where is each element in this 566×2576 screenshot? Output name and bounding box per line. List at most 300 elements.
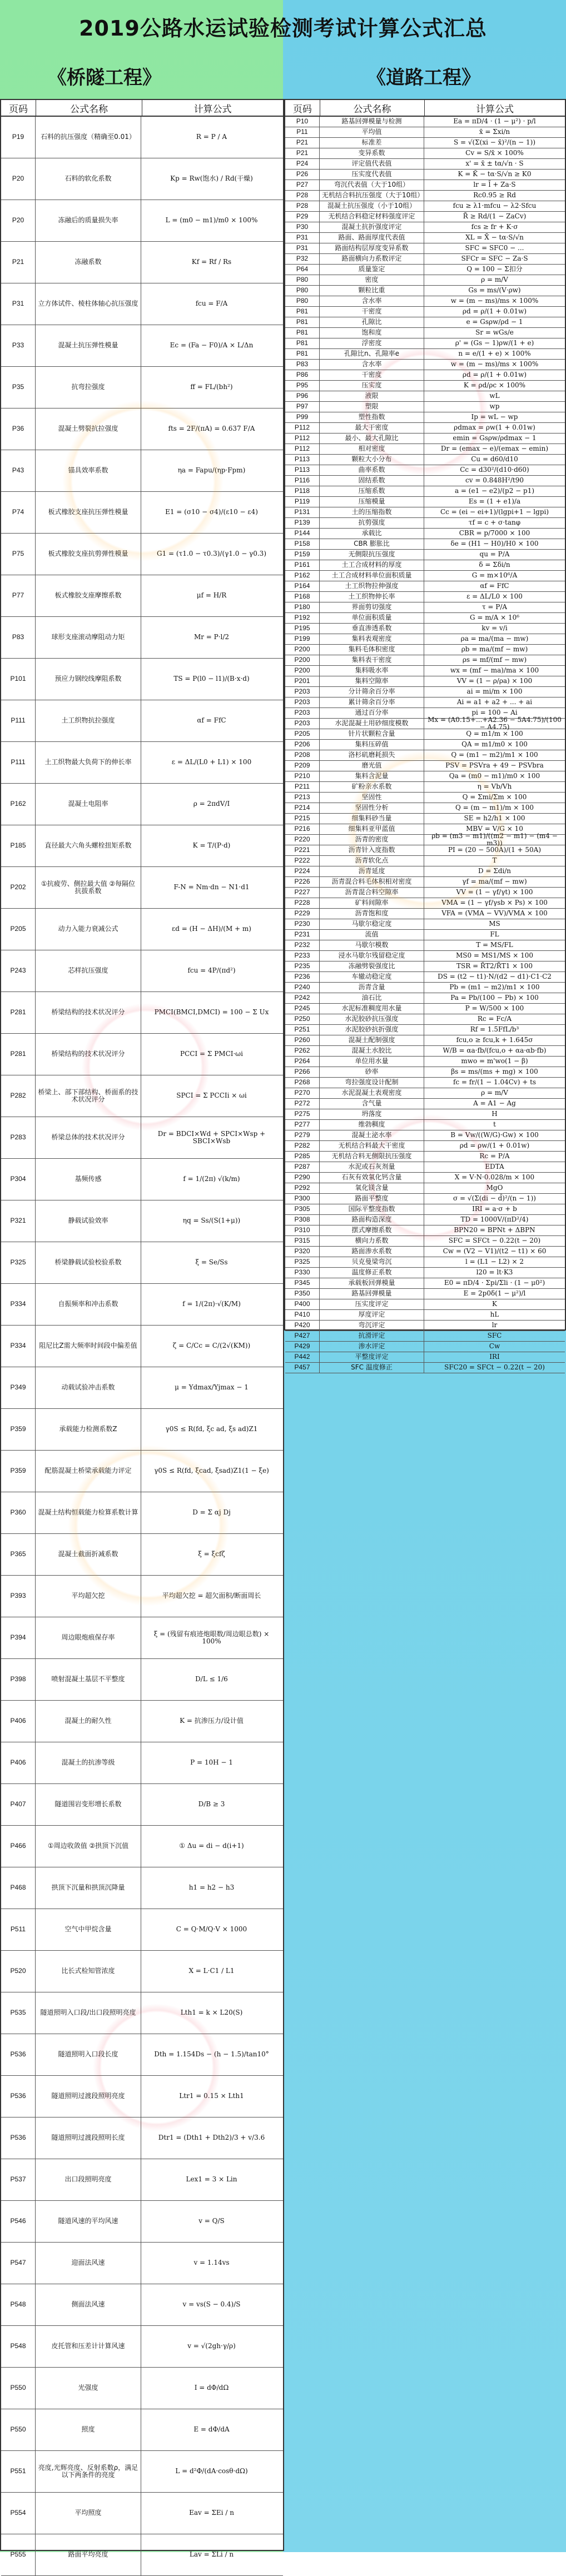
table-row	[285, 793, 565, 803]
row-formula: Dth = 1.154Ds − (h − 1.5)/tan10°	[154, 2050, 269, 2059]
row-page: P31	[285, 243, 320, 253]
table-row	[1, 200, 283, 242]
row-formula: Kp = Rw(饱水) / Rd(干燥)	[170, 175, 253, 183]
row-page: P546	[1, 2201, 36, 2242]
row-page: P325	[285, 1257, 320, 1267]
table-row	[285, 560, 565, 571]
row-formula: Q = Σmi/Σm × 100	[462, 793, 527, 801]
row-page: P359	[1, 1409, 36, 1450]
table-row	[285, 613, 565, 624]
table-row	[285, 1057, 565, 1067]
table-row	[285, 919, 565, 930]
table-row	[285, 1173, 565, 1183]
table-row	[285, 159, 565, 170]
row-formula-name: 磨光值	[320, 761, 424, 771]
row-formula-name: 平均超欠挖	[36, 1576, 141, 1617]
row-page: P365	[1, 1534, 36, 1575]
table-row	[1, 1659, 283, 1701]
row-page: P511	[1, 1909, 36, 1950]
table-row	[285, 1035, 565, 1046]
row-formula: D/B ≥ 3	[198, 1800, 225, 1808]
row-formula-name: CBR 膨胀比	[320, 539, 424, 549]
row-formula: ξ = (残留有痕迹炮眼数/周边眼总数) × 100%	[153, 1630, 270, 1645]
row-formula-name: 拱顶下沉量和拱顶沉降量	[36, 1867, 141, 1909]
header-page: 页码	[1, 100, 36, 116]
table-row	[285, 1278, 565, 1289]
table-row	[1, 2159, 283, 2201]
row-page: P26	[285, 170, 320, 180]
row-page: P35	[1, 367, 36, 408]
row-formula: lr = l̄ + Za·S	[473, 181, 516, 189]
table-row	[285, 360, 565, 370]
row-formula: γ0S ≤ R(fd, ξcad, ξsad)Z1(1 − ξe)	[154, 1467, 269, 1475]
table-row	[285, 1342, 565, 1352]
row-page: P213	[285, 793, 320, 803]
row-formula: G = m/A × 10⁶	[469, 614, 520, 622]
row-page: P205	[1, 909, 36, 950]
row-formula: v = 1.14vs	[193, 2259, 230, 2267]
row-page: P281	[1, 992, 36, 1033]
table-row	[285, 930, 565, 940]
row-formula: XL = X̄ − tα·S/√n	[465, 233, 524, 242]
row-page: P33	[1, 325, 36, 366]
row-formula-name: 路面横向力系数评定	[320, 254, 424, 264]
row-formula: Sr = wGs/e	[475, 328, 514, 337]
row-formula-name: 周边眼炮痕保存率	[36, 1617, 141, 1658]
row-page: P222	[285, 856, 320, 866]
row-formula-name: 分计筛余百分率	[320, 687, 424, 697]
table-row	[285, 518, 565, 529]
table-row	[1, 1034, 283, 1075]
row-formula-name: 弯拉强度设计配制	[320, 1078, 424, 1088]
row-formula-name: 车辙动稳定度	[320, 972, 424, 982]
row-formula-name: 路基回弹模量与检测	[320, 117, 424, 127]
row-formula: MBV = V/G × 10	[466, 825, 523, 833]
row-formula-name: 相对密度	[320, 444, 424, 454]
row-formula: TSR = R̄T2/R̄T1 × 100	[456, 962, 533, 970]
row-page: P80	[285, 296, 320, 306]
row-formula: wx = (mf − ma)/ma × 100	[450, 666, 539, 675]
table-row	[285, 1109, 565, 1120]
row-formula: BPN20 = BPNt + ΔBPN	[454, 1226, 535, 1234]
row-page: P334	[1, 1326, 36, 1367]
row-page: P95	[285, 381, 320, 391]
row-formula-name: 土工织物最大负荷下的伸长率	[36, 742, 141, 783]
row-formula: e = Gsρw/ρd − 1	[466, 318, 523, 326]
row-formula-name: 桥梁结构的技术状况评分	[36, 1034, 141, 1075]
table-row	[1, 2284, 283, 2326]
row-page: P420	[285, 1321, 320, 1331]
row-page: P113	[285, 465, 320, 475]
row-formula-name: 马歇尔模数	[320, 940, 424, 950]
row-page: P99	[285, 412, 320, 422]
table-row	[1, 1492, 283, 1534]
table-row	[285, 715, 565, 731]
table-row	[1, 2493, 283, 2534]
row-page: P345	[285, 1278, 320, 1288]
row-formula: C = Q·M/Q·V × 1000	[176, 1925, 247, 1934]
table-row	[285, 634, 565, 645]
row-formula-name: 隧道照明过渡段照明长度	[36, 2117, 141, 2159]
table-row	[285, 201, 565, 212]
table-row	[285, 243, 565, 254]
row-formula-name: 集料压碎值	[320, 740, 424, 750]
table-row	[285, 507, 565, 518]
row-page: P320	[285, 1247, 320, 1257]
table-row	[1, 617, 283, 659]
table-row	[285, 317, 565, 328]
row-formula-name: 集料含泥量	[320, 771, 424, 781]
row-formula: F-N = Nm·dn − N1·d1	[173, 883, 250, 891]
row-formula-name: 界面剪切强度	[320, 602, 424, 612]
table-row	[285, 148, 565, 159]
row-formula-name: 沥青延度	[320, 866, 424, 876]
table-row	[285, 581, 565, 592]
row-formula: MgO	[486, 1184, 503, 1192]
table-row	[285, 349, 565, 360]
row-formula-name: 阻尼比Z需大频率时间段中偏差值	[36, 1326, 141, 1367]
row-formula-name: 沥青的密度	[320, 835, 424, 845]
table-row	[1, 1951, 283, 1992]
row-formula-name: 水泥或石灰剂量	[320, 1162, 424, 1172]
row-formula: βs = ms/(ms + mg) × 100	[451, 1068, 538, 1076]
table-row	[285, 1046, 565, 1057]
table-row	[285, 222, 565, 233]
row-page: P116	[285, 476, 320, 486]
row-formula: ξ = Se/Ss	[195, 1258, 228, 1267]
table-row	[1, 1284, 283, 1326]
road-table	[284, 99, 566, 1372]
row-page: P555	[1, 2534, 36, 2575]
table-row	[1, 1159, 283, 1200]
row-formula-name: 水泥混凝土表观密度	[320, 1088, 424, 1098]
table-row	[285, 687, 565, 697]
row-page: P287	[285, 1162, 320, 1172]
row-page: P393	[1, 1576, 36, 1617]
row-page: P466	[1, 1826, 36, 1867]
row-formula: ρ' = (Gs − 1)ρw/(1 + e)	[455, 339, 534, 347]
row-page: P550	[1, 2409, 36, 2450]
row-formula-name: 平整度评定	[320, 1352, 424, 1362]
row-page: P21	[285, 138, 320, 148]
table-row	[285, 866, 565, 877]
row-page: P325	[1, 1242, 36, 1283]
row-formula: ff = FL/(bh²)	[190, 383, 233, 391]
row-page: P29	[285, 212, 320, 222]
row-formula: Ai = a1 + a2 + ... + ai	[456, 698, 533, 706]
row-page: P308	[285, 1215, 320, 1225]
table-row	[285, 1194, 565, 1204]
row-formula: Mr = P·l/2	[193, 633, 230, 641]
row-formula-name: 集料吸水率	[320, 666, 424, 676]
row-formula: SFC = SFCt − 0.22(t − 20)	[448, 1237, 541, 1245]
row-formula-name: 颗粒比重	[320, 286, 424, 296]
bridge-tunnel-table	[0, 99, 284, 2559]
row-page: P43	[1, 450, 36, 491]
row-page: P208	[285, 750, 320, 760]
row-formula-name: 平均值	[320, 127, 424, 137]
row-formula: w = (m − ms)/ms × 100%	[450, 297, 539, 305]
row-formula-name: 土工合成材料单位面积质量	[320, 571, 424, 581]
table-row	[285, 750, 565, 761]
table-row	[1, 1451, 283, 1492]
row-formula-name: 针片状颗粒含量	[320, 729, 424, 739]
row-formula-name: 水泥胶砂抗压强度	[320, 1014, 424, 1024]
row-formula: emin = Gsρw/ρdmax − 1	[453, 434, 537, 442]
row-formula: Cw	[489, 1342, 500, 1351]
row-formula-name: 动力入能力衰减公式	[36, 909, 141, 950]
table-row	[285, 434, 565, 444]
row-formula-name: 无机结合料无侧限抗压强度	[320, 1152, 424, 1162]
row-page: P251	[285, 1025, 320, 1035]
table-row	[1, 2034, 283, 2076]
row-page: P232	[285, 940, 320, 950]
row-page: P83	[1, 617, 36, 658]
table-row	[285, 117, 565, 127]
table-row	[1, 1242, 283, 1284]
table-row	[285, 170, 565, 180]
row-page: P554	[1, 2493, 36, 2534]
row-formula: S = √(Σ(xi − x̄)²/(n − 1))	[453, 138, 536, 147]
row-page: P266	[285, 1067, 320, 1077]
row-page: P283	[1, 1117, 36, 1158]
table-row	[1, 2409, 283, 2451]
table-row	[285, 465, 565, 476]
row-formula-name: 沥青针入度指数	[320, 845, 424, 855]
row-page: P210	[285, 771, 320, 781]
row-formula-name: ①周边收敛值 ②拱顶下沉值	[36, 1826, 141, 1867]
row-formula-name: 沥青混合料空隙率	[320, 888, 424, 898]
row-formula-name: 混凝土截面折减系数	[36, 1534, 141, 1575]
table-row	[285, 592, 565, 602]
row-formula: K = T/(P·d)	[192, 841, 231, 850]
row-formula-name: 单位用水量	[320, 1057, 424, 1067]
row-formula-name: 隧道照明入口段/出口段照明亮度	[36, 1992, 141, 2034]
row-formula: ξ = ξcfζ	[198, 1550, 225, 1558]
row-page: P468	[1, 1867, 36, 1909]
row-formula: v = vs(S − 0.4)/S	[182, 2300, 241, 2309]
table-row	[285, 212, 565, 222]
row-page: P330	[285, 1268, 320, 1278]
table-row	[1, 2201, 283, 2243]
row-page: P520	[1, 1951, 36, 1992]
row-formula: ρs = mf/(mf − mw)	[462, 656, 527, 664]
row-formula: x' = x̄ ± tα/√n · S	[465, 160, 524, 168]
row-page: P220	[285, 835, 320, 845]
row-formula-name: 隧道照明过渡段照明亮度	[36, 2076, 141, 2117]
row-formula: n = e/(1 + e) × 100%	[458, 350, 531, 358]
row-formula: X = L·C1 / L1	[188, 1967, 235, 1975]
row-page: P192	[285, 613, 320, 623]
row-page: P550	[1, 2368, 36, 2409]
row-formula-name: 沥青饱和度	[320, 909, 424, 919]
table-row	[285, 1225, 565, 1236]
row-page: P97	[285, 402, 320, 412]
row-page: P158	[285, 539, 320, 549]
row-formula-name: 流值	[320, 930, 424, 940]
row-page: P231	[285, 930, 320, 940]
row-formula-name: 球形支座滚动摩阻动力矩	[36, 617, 141, 658]
row-formula-name: 压缩模量	[320, 497, 424, 507]
row-formula: fcu,o ≥ fcu,k + 1.645σ	[456, 1036, 533, 1044]
row-formula: v = Q/S	[198, 2217, 225, 2225]
row-formula: VV = (1 − ρ/ρa) × 100	[456, 677, 533, 685]
row-formula-name: 混凝土泌水率	[320, 1130, 424, 1140]
row-formula: K = ρd/ρc × 100%	[463, 381, 526, 390]
row-formula-name: 坍落度	[320, 1109, 424, 1119]
table-row	[285, 624, 565, 634]
row-formula: lr	[491, 1321, 498, 1329]
table-row	[1, 909, 283, 950]
row-page: P86	[285, 370, 320, 380]
row-page: P203	[285, 697, 320, 707]
row-formula: PI = (20 − 500A)/(1 + 50A)	[448, 846, 542, 854]
row-formula-name: 混凝土结构恒载能力检算系数计算	[36, 1492, 141, 1533]
row-formula: L = d²Φ/(dA·cosθ·dΩ)	[175, 2467, 248, 2475]
row-formula-name: 干密度	[320, 307, 424, 317]
row-formula: PSV = PSVra + 49 − PSVbra	[445, 761, 544, 770]
table-row	[1, 2451, 283, 2493]
row-formula-name: 路面平均亮度	[36, 2534, 141, 2575]
row-formula-name: 坚固性	[320, 793, 424, 803]
row-formula-name: 承载能力检测系数Z	[36, 1409, 141, 1450]
row-formula: FL	[490, 930, 499, 939]
row-formula: μ = Ydmax/Yjmax − 1	[175, 1383, 249, 1392]
table-row	[285, 655, 565, 666]
table-row	[1, 1992, 283, 2034]
row-formula-name: 桥梁总体的技术状况评分	[36, 1117, 141, 1158]
row-page: P202	[1, 867, 36, 908]
row-page: P161	[285, 560, 320, 570]
row-formula-name: 隧道围岩变形增长系数	[36, 1784, 141, 1825]
row-formula: P = W/500 × 100	[465, 1004, 524, 1013]
row-formula: E = dΦ/dA	[193, 2425, 230, 2434]
table-row	[285, 381, 565, 391]
row-formula-name: 质量鉴定	[320, 265, 424, 275]
row-formula: Ec = (Fa − F0)/A × L/Δn	[170, 341, 254, 350]
row-formula-name: 预应力钢绞线摩阻系数	[36, 659, 141, 700]
table-row	[1, 117, 283, 158]
row-formula-name: 油石比	[320, 993, 424, 1003]
table-row	[285, 191, 565, 201]
table-row	[285, 1014, 565, 1025]
table-row	[285, 729, 565, 740]
row-page: P398	[1, 1659, 36, 1700]
row-page: P139	[285, 518, 320, 528]
row-formula: δe = (H1 − H0)/H0 × 100	[450, 540, 539, 548]
row-formula-name: 基频传感	[36, 1159, 141, 1200]
row-page: P407	[1, 1784, 36, 1825]
row-formula: ηq = Ss/(S(1+μ))	[182, 1217, 241, 1225]
table-row	[1, 1367, 283, 1409]
row-formula-name: 路基回弹模量	[320, 1289, 424, 1299]
table-row	[285, 1183, 565, 1194]
row-page: P262	[285, 1046, 320, 1056]
row-formula-name: 最小、最大孔隙比	[320, 434, 424, 444]
table-row	[285, 296, 565, 307]
row-formula-name: 土工织物拉伸强度	[320, 581, 424, 591]
row-formula-name: 石料的抗压强度（精确至0.01）	[36, 117, 141, 158]
row-page: P199	[285, 634, 320, 644]
header-page: 页码	[285, 100, 320, 116]
row-formula: VMA = (1 − γf/γsb × Ps) × 100	[441, 899, 548, 907]
table-row	[285, 444, 565, 455]
bridge-tunnel-rows	[1, 117, 283, 2576]
row-formula: v = √(2gh·γ/ρ)	[187, 2342, 236, 2350]
table-row	[285, 1120, 565, 1130]
table-row	[285, 1152, 565, 1162]
row-page: P30	[285, 222, 320, 232]
row-formula: ρ = 2πdV/I	[193, 800, 230, 808]
row-page: P81	[285, 317, 320, 327]
table-row	[285, 856, 565, 866]
row-formula: τf = c + σ·tanφ	[468, 519, 521, 527]
row-formula-name: 氧化镁含量	[320, 1183, 424, 1193]
row-page: P21	[1, 242, 36, 283]
table-row	[285, 328, 565, 338]
row-page: P185	[1, 825, 36, 866]
row-formula: EDTA	[485, 1163, 504, 1171]
row-page: P535	[1, 1992, 36, 2034]
row-page: P162	[1, 784, 36, 825]
row-formula-name: 隧道风速的平均风速	[36, 2201, 141, 2242]
row-page: P81	[285, 328, 320, 338]
table-row	[1, 1326, 283, 1367]
row-formula: G1 = (τ1.0 − τ0.3)/(γ1.0 − γ0.3)	[157, 550, 266, 558]
table-row	[1, 1742, 283, 1784]
row-formula: IRI = a·σ + b	[472, 1205, 517, 1213]
row-formula-name: 评定值代表值	[320, 159, 424, 169]
row-formula: H	[491, 1110, 498, 1118]
row-formula: QA = m1/m0 × 100	[461, 740, 528, 749]
row-page: P101	[1, 659, 36, 700]
row-page: P245	[285, 1004, 320, 1014]
row-formula-name: 塑性指数	[320, 412, 424, 422]
row-formula: Ip = wL − wp	[471, 413, 518, 421]
row-formula-name: 变异系数	[320, 148, 424, 158]
row-page: P360	[1, 1492, 36, 1533]
row-formula-name: 压实度评定	[320, 1299, 424, 1309]
row-page: P264	[285, 1057, 320, 1067]
row-page: P119	[285, 497, 320, 507]
row-formula: MS	[489, 920, 500, 928]
table-row	[1, 2326, 283, 2368]
row-page: P201	[285, 676, 320, 686]
table-row	[285, 1099, 565, 1109]
table-row	[285, 898, 565, 909]
row-formula-name: 无机结合料稳定材料强度评定	[320, 212, 424, 222]
table-row	[285, 666, 565, 676]
table-row	[285, 676, 565, 687]
table-row	[285, 1331, 565, 1342]
row-formula: VV = (1 − γf/γt) × 100	[456, 888, 533, 896]
row-formula-name: 土的压缩指数	[320, 507, 424, 517]
row-page: P457	[285, 1363, 320, 1373]
row-formula-name: 曲率系数	[320, 465, 424, 475]
row-formula-name: 压实度代表值	[320, 170, 424, 180]
table-row	[285, 1257, 565, 1268]
row-formula-name: 板式橡胶支座摩擦系数	[36, 575, 141, 616]
row-formula: h1 = h2 − h3	[188, 1884, 235, 1892]
table-row	[285, 1289, 565, 1299]
row-page: P83	[285, 360, 320, 370]
row-formula: μf = H/R	[196, 591, 227, 600]
row-formula: ρd = ρw/(1 + 0.01w)	[459, 1142, 530, 1150]
row-formula: A = A1 − Ag	[473, 1099, 516, 1108]
row-page: P334	[1, 1284, 36, 1325]
table-row	[1, 1200, 283, 1242]
row-page: P359	[1, 1451, 36, 1492]
